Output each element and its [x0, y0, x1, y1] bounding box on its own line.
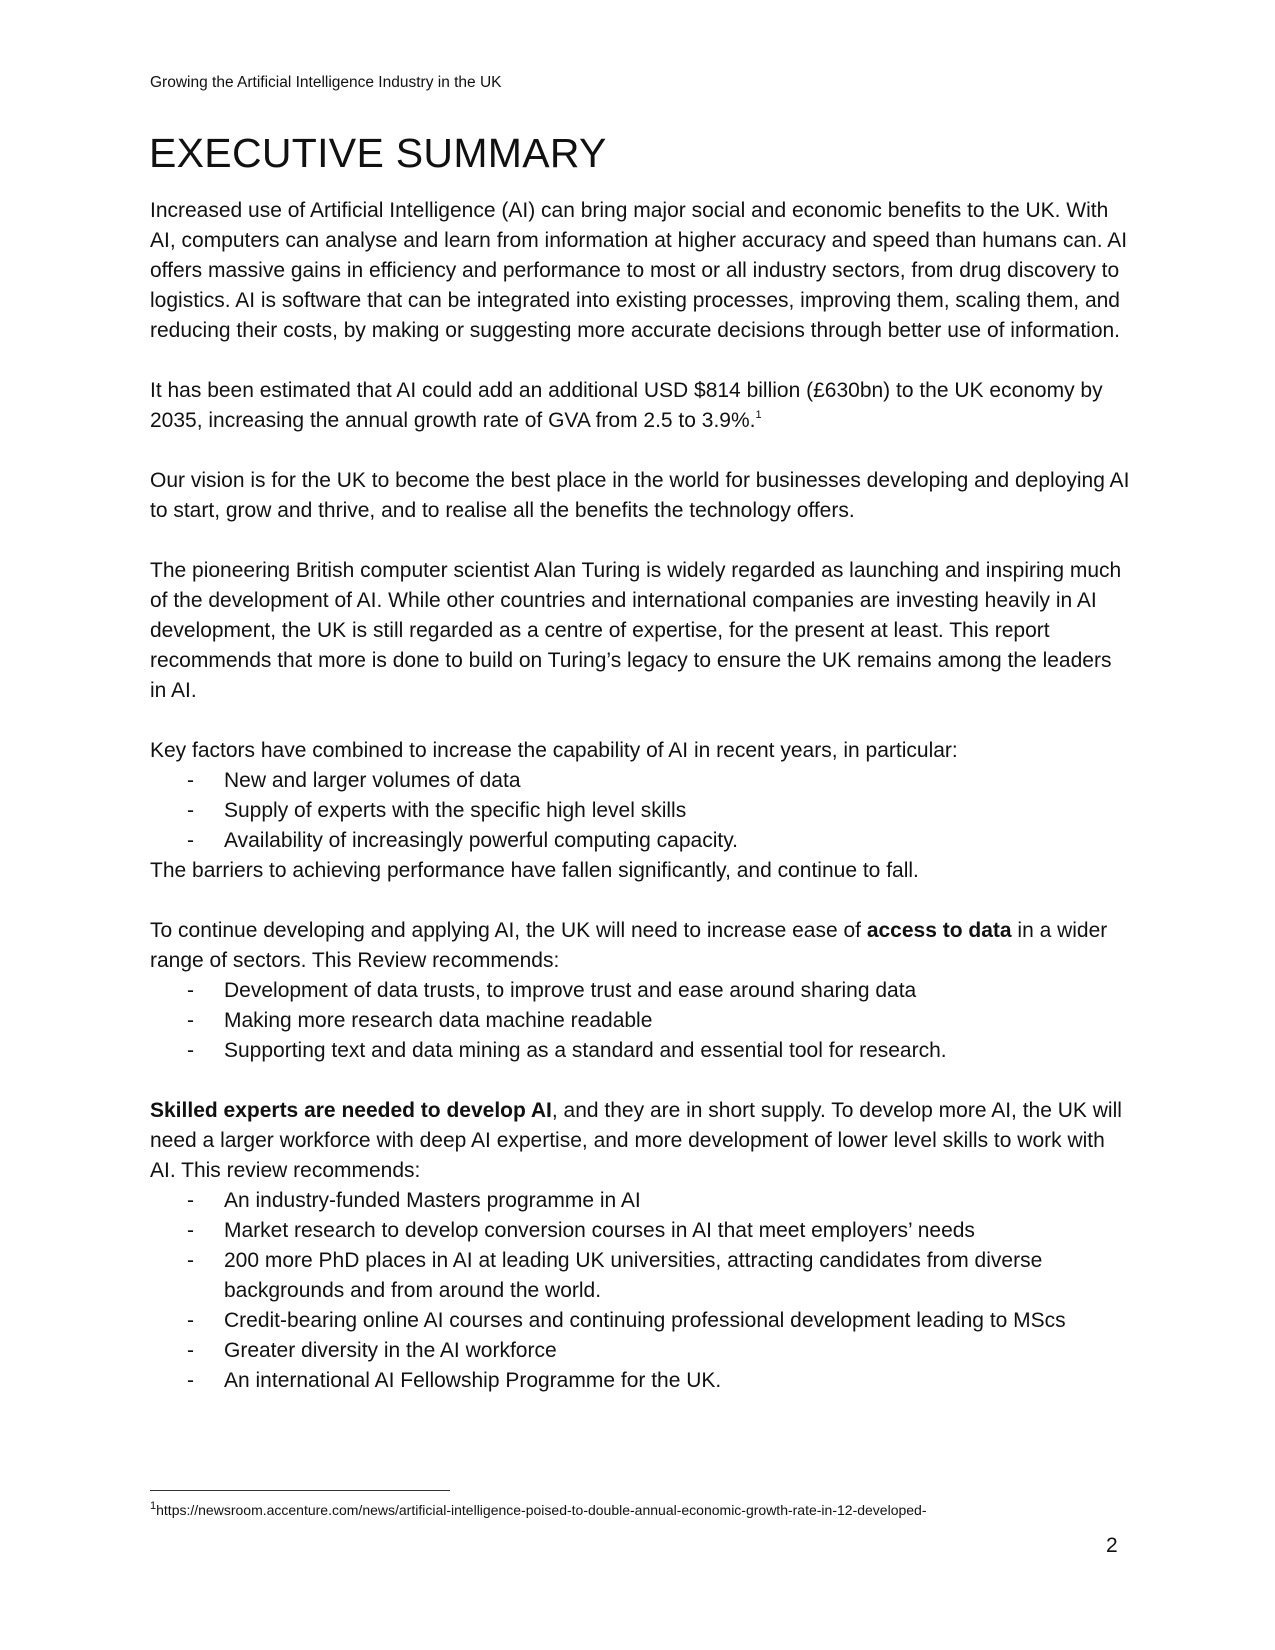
list-item	[150, 1366, 1130, 1396]
dash-bullet: -	[187, 1309, 194, 1332]
page-number: 2	[1106, 1534, 1118, 1557]
list-item	[150, 1186, 1130, 1216]
dash-bullet: -	[187, 1369, 194, 1392]
skilled-experts-emphasis: Skilled experts are needed to develop AI	[150, 1099, 552, 1122]
dash-bullet: -	[187, 799, 194, 822]
dash-bullet: -	[187, 979, 194, 1002]
dash-bullet: -	[187, 1339, 194, 1362]
dash-bullet: -	[187, 1219, 194, 1242]
access-to-data-emphasis: access to data	[866, 919, 1012, 942]
paragraph-ai-benefits: Increased use of Artificial Intelligence (AI) can bring major social and economic benefits to the UK. With AI, computers can analyse and learn from information at higher accuracy and speed than humans can. AI offers massive gains in efficiency and performance to most or all industry sectors, from drug discovery to logistics. AI is software that can be integrated into existing processes, improving them, scaling them, and reducing their costs, by making or suggesting more accurate decisions through better use of information.	[150, 199, 1128, 342]
list-item	[150, 1006, 1130, 1036]
list-item-text: Greater diversity in the AI workforce	[224, 1339, 557, 1362]
list-item-text: 200 more PhD places in AI at leading UK universities, attracting candidates from diverse backgrounds and from around the world.	[224, 1249, 1043, 1302]
skills-recommendations-list	[150, 1186, 1130, 1396]
dash-bullet: -	[187, 1249, 194, 1272]
skilled-experts-text: , and they are in short supply. To develop more AI, the UK will need a larger workforce with deep AI expertise, and more development of lower level skills to work with AI. This review recommends:	[150, 1099, 1122, 1182]
paragraph-economic-estimate	[150, 376, 1130, 436]
list-item-text: New and larger volumes of data	[224, 769, 521, 792]
list-item-text: Making more research data machine readable	[224, 1009, 653, 1032]
dash-bullet: -	[187, 829, 194, 852]
list-item	[150, 976, 1130, 1006]
list-item	[150, 826, 1130, 856]
document-body	[150, 196, 1130, 1396]
list-item	[150, 796, 1130, 826]
paragraph-access-to-data	[150, 916, 1130, 976]
paragraph-key-factors-intro: Key factors have combined to increase the capability of AI in recent years, in particular:	[150, 739, 958, 762]
paragraph-vision: Our vision is for the UK to become the best place in the world for businesses developing and deploying AI to start, grow and thrive, and to realise all the benefits the technology offers.	[150, 469, 1130, 522]
list-item-text: Credit-bearing online AI courses and continuing professional development leading to MScs	[224, 1309, 1066, 1332]
list-item-text: An international AI Fellowship Programme for the UK.	[224, 1369, 722, 1392]
list-item	[150, 1036, 1130, 1066]
paragraph-turing: The pioneering British computer scientist Alan Turing is widely regarded as launching and inspiring much of the development of AI. While other countries and international companies are investing heavily in AI development, the UK is still regarded as a centre of expertise, for the present at least. This report recommends that more is done to build on Turing’s legacy to ensure the UK remains among the leaders in AI.	[150, 559, 1122, 702]
dash-bullet: -	[187, 1009, 194, 1032]
key-factors-list	[150, 766, 1130, 856]
list-item	[150, 1336, 1130, 1366]
list-item-text: An industry-funded Masters programme in AI	[224, 1189, 641, 1212]
footnote-url[interactable]: https://newsroom.accenture.com/news/artificial-intelligence-poised-to-double-annual-economic-growth-rate-in-12-developed-	[156, 1502, 927, 1518]
dash-bullet: -	[187, 769, 194, 792]
footnote-number: 1	[150, 1500, 157, 1512]
list-item	[150, 766, 1130, 796]
footnote-reference[interactable]: 1	[755, 409, 762, 421]
data-recommendations-list	[150, 976, 1130, 1066]
footnote-separator	[150, 1490, 450, 1491]
list-item	[150, 1216, 1130, 1246]
list-item-text: Supply of experts with the specific high level skills	[224, 799, 687, 822]
dash-bullet: -	[187, 1039, 194, 1062]
list-item-text: Development of data trusts, to improve trust and ease around sharing data	[224, 979, 917, 1002]
dash-bullet: -	[187, 1189, 194, 1212]
list-item	[150, 1306, 1130, 1336]
list-item-text: Availability of increasingly powerful computing capacity.	[224, 829, 738, 852]
running-header: Growing the Artificial Intelligence Industry in the UK	[150, 74, 502, 91]
paragraph-barriers: The barriers to achieving performance have fallen significantly, and continue to fall.	[150, 859, 919, 882]
access-to-data-lead: To continue developing and applying AI, the UK will need to increase ease of	[150, 919, 867, 942]
economic-estimate-text: It has been estimated that AI could add an additional USD $814 billion (£630bn) to the UK economy by 2035, increasing the annual growth rate of GVA from 2.5 to 3.9%.	[150, 379, 1103, 432]
list-item-text: Supporting text and data mining as a standard and essential tool for research.	[224, 1039, 947, 1062]
list-item	[150, 1246, 1130, 1306]
paragraph-skilled-experts	[150, 1096, 1130, 1186]
list-item-text: Market research to develop conversion courses in AI that meet employers’ needs	[224, 1219, 975, 1242]
page-title: EXECUTIVE SUMMARY	[149, 130, 607, 176]
access-to-data-tail: in a wider range of sectors. This Review recommends:	[150, 919, 1108, 972]
footnote	[150, 1500, 927, 1518]
